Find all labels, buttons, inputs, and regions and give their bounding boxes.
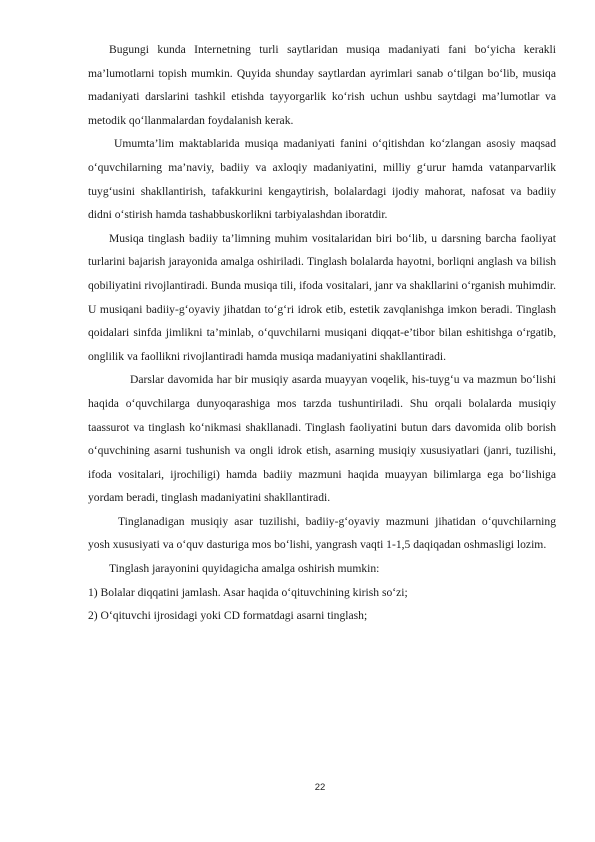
paragraph-piece-requirements: Tinglanadigan musiqiy asar tuzilishi, badiiy-g‘oyaviy mazmuni jihatidan o‘quvchilarning yosh xususiyati va o‘quv dasturiga mos bo‘lishi, yangrash vaqti 1-1,5 daqiqadan oshmasligi lozim. xyxy=(88,514,556,552)
paragraph-main-goal: Umumta’lim maktablarida musiqa madaniyati fanini o‘qitishdan ko‘zlangan asosiy maqsad o‘quvchilarning ma’naviy, badiiy va axloqiy madaniyatini, milliy g‘urur hamda vatanparvarlik tuyg‘usini shakllantirish, tafakkurini kengaytirish, bolalardagi ijodiy mahorat, nafosat va badiiy didni o‘stirish hamda tashabbuskorlikni tarbiyalashdan iboratdir. xyxy=(88,137,556,222)
page-number: 22 xyxy=(314,782,326,793)
paragraph-listening-process: Tinglash jarayonini quyidagicha amalga oshirish mumkin: xyxy=(109,562,380,576)
paragraph-music-listening: Musiqa tinglash badiiy ta’limning muhim vositalaridan biri bo‘lib, u darsning barcha faoliyat turlarini bajarish jarayonida amalga oshiriladi. Tinglash bolalarda hayotni, borliqni anglash va bilish qobiliyatini rivojlantiradi. Bunda musiqa tili, ifoda vositalari, janr va shakllarini o‘rganish muhimdir. U musiqani badiiy-g‘oyaviy jihatdan to‘g‘ri idrok etib, estetik zavqlanishga imkon beradi. Tinglash qoidalari sinfda jimlikni ta’minlab, o‘quvchilarni musiqani diqqat-e’tibor bilan eshitishga o‘rgatib, onglilik va faollikni rivojlantiradi hamda musiqa madaniyatini shakllantiradi. xyxy=(88,231,556,363)
list-item: 2) O‘qituvchi ijrosidagi yoki CD formatdagi asarni tinglash; xyxy=(88,609,368,623)
paragraph-lesson-content: Darslar davomida har bir musiqiy asarda muayyan voqelik, his-tuyg‘u va mazmun bo‘lishi haqida o‘quvchilarga dunyoqarashiga mos tarzda tushuntiriladi. Shu orqali bolalarda musiqiy taassurot va tinglash ko‘nikmasi shakllanadi. Tinglash faoliyatini butun dars davomida olib borish o‘quvchining asarni tushunish va ongli idrok etish, asarning musiqiy xususiyatlari (janri, tuzilishi, ifoda vositalari, ijrochiligi) hamda badiiy mazmuni haqida muayyan bilimlarga ega bo‘lishiga yordam beradi, tinglash madaniyatini shakllantiradi. xyxy=(88,373,556,505)
list-item: 1) Bolalar diqqatini jamlash. Asar haqida o‘qituvchining kirish so‘zi; xyxy=(88,585,408,599)
paragraph-internet-resources: Bugungi kunda Internetning turli saytlaridan musiqa madaniyati fani bo‘yicha kerakli ma’lumotlarni topish mumkin. Quyida shunday saytlardan ayrimlari sanab o‘tilgan bo‘lib, musiqa madaniyati darslarini tashkil etishda tayyorgarlik ko‘rish uchun ushbu saytdagi ma’lumotlar va metodik qo‘llanmalardan foydalanish kerak. xyxy=(88,43,556,127)
document-page xyxy=(88,38,556,628)
